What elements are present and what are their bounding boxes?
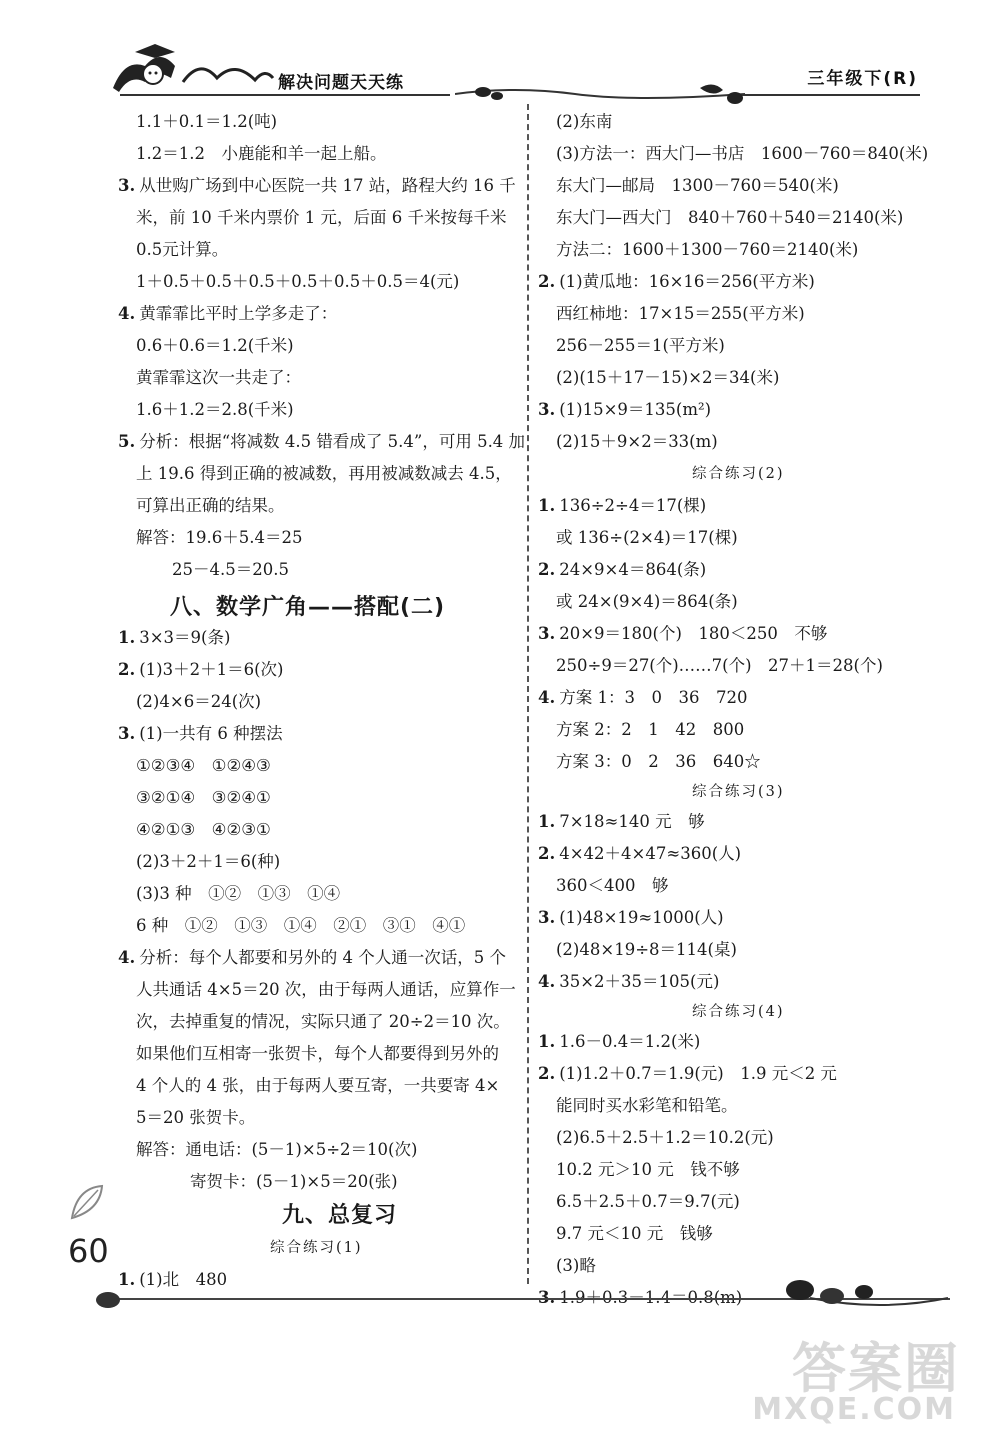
watermark-logo: 答案圈 — [792, 1337, 960, 1400]
answer-line — [136, 336, 294, 356]
answer-line — [118, 176, 516, 196]
grade-label: 三年级下(R) — [807, 69, 918, 89]
answer-line — [136, 208, 506, 228]
answer-text: (2)6.5＋2.5＋1.2＝10.2(元) — [556, 1128, 774, 1147]
answer-text: 1.2＝1.2 小鹿能和羊一起上船。 — [136, 144, 387, 163]
answer-line — [556, 1192, 740, 1212]
answer-line — [556, 1224, 713, 1244]
answer-text: 能同时买水彩笔和铅笔。 — [556, 1096, 738, 1115]
answer-line — [556, 656, 883, 676]
answer-text: (3)3 种 ①② ①③ ①④ — [136, 884, 341, 903]
answer-text: (1)15×9＝135(m²) — [559, 400, 712, 419]
answer-text: (2)4×6＝24(次) — [136, 692, 262, 711]
answer-line — [538, 400, 711, 420]
answer-line — [136, 852, 280, 872]
watermark — [690, 1316, 970, 1436]
answer-line — [136, 1044, 499, 1064]
answer-text: 方案 2：2 1 42 800 — [556, 720, 745, 739]
answer-line — [118, 628, 230, 648]
answer-line — [118, 948, 506, 968]
answer-text: 6.5＋2.5＋0.7＝9.7(元) — [556, 1192, 740, 1211]
answer-text: 1.1＋0.1＝1.2(吨) — [136, 112, 278, 131]
answer-text: 136÷2÷4＝17(棵) — [559, 496, 707, 515]
answer-text: 上 19.6 得到正确的被减数，再用被减数减去 4.5， — [136, 464, 512, 483]
answer-line — [136, 112, 277, 132]
answer-line — [538, 1032, 700, 1052]
answer-text: 35×2＋35＝105(元) — [559, 972, 720, 991]
answer-text: (2)东南 — [556, 112, 613, 131]
answer-text: (2)(15＋17－15)×2＝34(米) — [556, 368, 780, 387]
answer-line — [556, 1128, 774, 1148]
answer-line — [136, 528, 302, 548]
answer-line — [136, 400, 294, 420]
column-divider — [527, 104, 529, 1284]
question-number: 2. — [538, 560, 556, 579]
answer-text: 西红柿地：17×15＝255(平方米) — [556, 304, 805, 323]
question-number: 3. — [118, 176, 136, 195]
answer-text: 1.6＋1.2＝2.8(千米) — [136, 400, 294, 419]
exercise-heading: 综合练习(4) — [692, 1004, 785, 1020]
answer-text: 黄霏霏比平时上学多走了： — [139, 304, 338, 323]
answer-text: (3)方法一：西大门—书店 1600－760＝840(米) — [556, 144, 929, 163]
answer-text: 从世购广场到中心医院一共 17 站，路程大约 16 千 — [139, 176, 516, 195]
answer-line — [556, 1096, 738, 1116]
answer-line — [136, 788, 271, 808]
question-number: 2. — [118, 660, 136, 679]
answer-line — [172, 560, 289, 580]
answer-line — [538, 624, 827, 644]
answer-line — [118, 1270, 227, 1290]
answer-line — [190, 1172, 398, 1192]
question-number: 2. — [538, 1064, 556, 1083]
answer-text: 4×42＋4×47≈360(人) — [559, 844, 742, 863]
answer-line — [556, 240, 858, 260]
answer-text: ③②①④ ③②④① — [136, 788, 271, 807]
answer-line — [556, 876, 669, 896]
answer-line — [556, 368, 779, 388]
answer-line — [136, 368, 301, 388]
answer-line — [136, 144, 386, 164]
answer-text: 0.5元计算。 — [136, 240, 229, 259]
answer-line — [538, 972, 719, 992]
answer-text: (3)略 — [556, 1256, 596, 1275]
answer-text: 解答：通电话：(5－1)×5÷2＝10(次) — [136, 1140, 418, 1159]
answer-line — [556, 528, 738, 548]
answer-line — [538, 560, 706, 580]
answer-text: 黄霏霏这次一共走了： — [136, 368, 301, 387]
answer-text: 方案 3：0 2 36 640☆ — [556, 752, 761, 771]
answer-text: 25－4.5＝20.5 — [172, 560, 289, 579]
answer-text: (1)北 480 — [139, 1270, 228, 1289]
question-number: 3. — [118, 724, 136, 743]
answer-line — [538, 908, 724, 928]
answer-line — [538, 1064, 837, 1084]
question-number: 1. — [118, 1270, 136, 1289]
question-number: 3. — [538, 624, 556, 643]
question-number: 3. — [538, 400, 556, 419]
answer-line — [136, 464, 512, 484]
answer-text: 方法二：1600＋1300－760＝2140(米) — [556, 240, 859, 259]
leaf-decoration-icon — [62, 1178, 112, 1228]
answer-text: 解答：19.6＋5.4＝25 — [136, 528, 303, 547]
answer-line — [556, 208, 903, 228]
answer-line — [118, 724, 283, 744]
watermark-site: MXQE.COM — [752, 1392, 956, 1427]
question-number: 4. — [118, 304, 136, 323]
answer-text: (1)一共有 6 种摆法 — [139, 724, 283, 743]
answer-line — [538, 812, 705, 832]
answer-line — [538, 688, 747, 708]
question-number: 1. — [538, 812, 556, 831]
answer-text: 256－255＝1(平方米) — [556, 336, 725, 355]
answer-line — [556, 432, 718, 452]
berry-decoration-icon — [780, 1268, 950, 1318]
question-number: 3. — [538, 908, 556, 927]
question-number: 4. — [538, 688, 556, 707]
question-number: 1. — [538, 496, 556, 515]
answer-text: 4 个人的 4 张，由于每两人要互寄，一共要寄 4× — [136, 1076, 500, 1095]
answer-line — [556, 940, 737, 960]
answer-text: 360＜400 够 — [556, 876, 669, 895]
answer-line — [136, 1012, 510, 1032]
answer-line — [118, 304, 337, 324]
answer-text: 或 24×(9×4)＝864(条) — [556, 592, 738, 611]
answer-text: 7×18≈140 元 够 — [559, 812, 705, 831]
answer-text: 方案 1：3 0 36 720 — [559, 688, 748, 707]
header-rule-right — [740, 94, 920, 96]
answer-line — [556, 752, 761, 772]
exercise-heading: 综合练习(3) — [692, 784, 785, 800]
answer-line — [136, 1108, 255, 1128]
exercise-heading: 综合练习(2) — [692, 466, 785, 482]
answer-text: 如果他们互相寄一张贺卡，每个人都要得到另外的 — [136, 1044, 499, 1063]
series-title: 解决问题天天练 — [278, 73, 404, 93]
page-number: 60 — [68, 1232, 109, 1270]
answer-line — [136, 916, 465, 936]
answer-line — [118, 660, 283, 680]
answer-text: ④②①③ ④②③① — [136, 820, 271, 839]
answer-line — [556, 304, 805, 324]
answer-line — [538, 844, 741, 864]
question-number: 1. — [538, 1032, 556, 1051]
answer-text: 或 136÷(2×4)＝17(棵) — [556, 528, 738, 547]
question-number: 2. — [538, 844, 556, 863]
book-logo-icon — [105, 38, 275, 98]
question-number: 1. — [118, 628, 136, 647]
answer-line — [556, 720, 744, 740]
answer-text: (1)48×19≈1000(人) — [559, 908, 724, 927]
answer-line — [136, 496, 285, 516]
answer-text: (1)1.2＋0.7＝1.9(元) 1.9 元＜2 元 — [559, 1064, 837, 1083]
answer-text: 米，前 10 千米内票价 1 元，后面 6 千米按每千米 — [136, 208, 507, 227]
answer-text: 分析：根据“将减数 4.5 错看成了 5.4”，可用 5.4 加 — [139, 432, 526, 451]
answer-line — [136, 1076, 499, 1096]
answer-text: (2)3＋2＋1＝6(种) — [136, 852, 281, 871]
section-heading: 九、总复习 — [282, 1203, 398, 1228]
exercise-heading: 综合练习(1) — [270, 1240, 363, 1256]
answer-line — [556, 592, 738, 612]
answer-line — [136, 272, 459, 292]
answer-text: (2)48×19÷8＝114(桌) — [556, 940, 737, 959]
answer-line — [136, 820, 271, 840]
answer-line — [556, 1160, 740, 1180]
footer-leaf-icon — [88, 1284, 128, 1314]
answer-text: 5＝20 张贺卡。 — [136, 1108, 256, 1127]
answer-text: 10.2 元＞10 元 钱不够 — [556, 1160, 740, 1179]
vine-decoration-icon — [455, 78, 745, 108]
answer-line — [556, 176, 839, 196]
answer-line — [136, 1140, 417, 1160]
answer-text: 次，去掉重复的情况，实际只通了 20÷2＝10 次。 — [136, 1012, 510, 1031]
answer-text: (2)15＋9×2＝33(m) — [556, 432, 718, 451]
answer-text: 3×3＝9(条) — [139, 628, 231, 647]
answer-line — [136, 692, 261, 712]
answer-text: 人共通话 4×5＝20 次，由于每两人通话，应算作一 — [136, 980, 516, 999]
answer-text: (1)3＋2＋1＝6(次) — [139, 660, 284, 679]
answer-text: 分析：每个人都要和另外的 4 个人通一次话，5 个 — [139, 948, 506, 967]
answer-line — [538, 496, 706, 516]
answer-line — [136, 756, 271, 776]
answer-text: 6 种 ①② ①③ ①④ ②① ③① ④① — [136, 916, 466, 935]
question-number: 5. — [118, 432, 136, 451]
answer-line — [556, 1256, 596, 1276]
section-heading: 八、数学广角——搭配(二) — [170, 595, 446, 620]
header-rule-left — [120, 94, 450, 96]
answer-line — [136, 980, 516, 1000]
answer-line — [556, 112, 612, 132]
answer-text: ①②③④ ①②④③ — [136, 756, 271, 775]
answer-line — [136, 884, 340, 904]
answer-text: 9.7 元＜10 元 钱够 — [556, 1224, 713, 1243]
answer-text: 东大门—西大门 840＋760＋540＝2140(米) — [556, 208, 904, 227]
question-number: 4. — [118, 948, 136, 967]
answer-text: 1＋0.5＋0.5＋0.5＋0.5＋0.5＋0.5＝4(元) — [136, 272, 460, 291]
answer-line — [136, 240, 228, 260]
question-number: 4. — [538, 972, 556, 991]
answer-text: 0.6＋0.6＝1.2(千米) — [136, 336, 294, 355]
answer-line — [118, 432, 525, 452]
question-number: 2. — [538, 272, 556, 291]
answer-line — [556, 336, 725, 356]
answer-text: 250÷9＝27(个)……7(个) 27＋1＝28(个) — [556, 656, 883, 675]
page-header — [0, 0, 1000, 110]
answer-text: 24×9×4＝864(条) — [559, 560, 707, 579]
answer-line — [556, 144, 928, 164]
answer-line — [538, 272, 815, 292]
answer-text: 1.6－0.4＝1.2(米) — [559, 1032, 701, 1051]
answer-text: 寄贺卡：(5－1)×5＝20(张) — [190, 1172, 398, 1191]
answer-text: 东大门—邮局 1300－760＝540(米) — [556, 176, 839, 195]
answer-text: 20×9＝180(个) 180＜250 不够 — [559, 624, 828, 643]
answer-text: 可算出正确的结果。 — [136, 496, 285, 515]
answer-text: (1)黄瓜地：16×16＝256(平方米) — [559, 272, 815, 291]
